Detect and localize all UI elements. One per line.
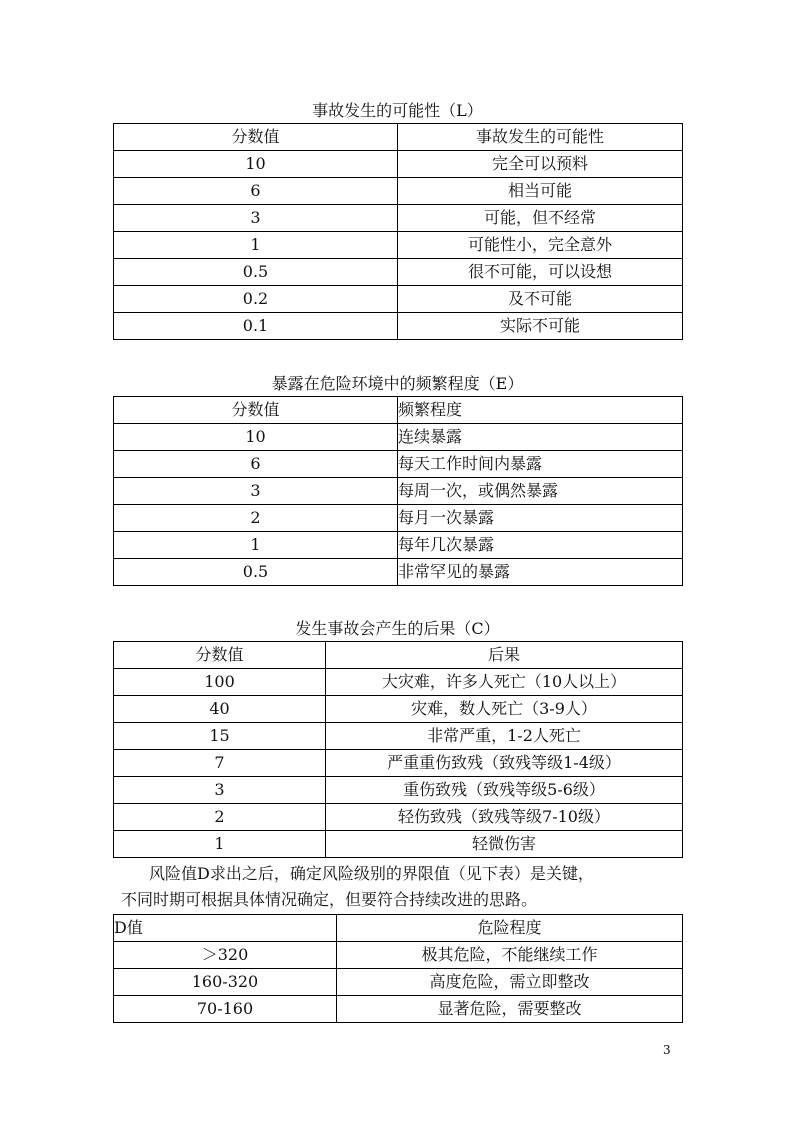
description-cell: 显著危险，需要整改 [337, 996, 683, 1023]
description-cell: 实际不可能 [398, 313, 683, 340]
table-row [114, 178, 683, 205]
table-row [114, 505, 683, 532]
table-row [114, 424, 683, 451]
score-cell: 40 [114, 696, 326, 723]
table-row [114, 205, 683, 232]
table-header-row [114, 915, 683, 942]
description-cell: 每周一次，或偶然暴露 [398, 478, 683, 505]
table-row [114, 532, 683, 559]
description-cell: 非常严重，1-2人死亡 [326, 723, 683, 750]
description-cell: 连续暴露 [398, 424, 683, 451]
score-cell: 6 [114, 178, 398, 205]
table-row [114, 286, 683, 313]
description-cell: 每月一次暴露 [398, 505, 683, 532]
description-cell: 非常罕见的暴露 [398, 559, 683, 586]
score-cell: 1 [114, 831, 326, 858]
header-cell: 频繁程度 [398, 397, 683, 424]
header-cell: 后果 [326, 642, 683, 669]
description-cell: 完全可以预料 [398, 151, 683, 178]
table-c-caption: 发生事故会产生的后果（C） [295, 619, 500, 638]
table-header-row [114, 124, 683, 151]
description-cell: 轻微伤害 [326, 831, 683, 858]
table-row [114, 451, 683, 478]
table-l-caption: 事故发生的可能性（L） [312, 101, 483, 120]
header-cell: 危险程度 [337, 915, 683, 942]
description-cell: 相当可能 [398, 178, 683, 205]
score-cell: 10 [114, 424, 398, 451]
score-cell: 3 [114, 777, 326, 804]
score-cell: 0.5 [114, 559, 398, 586]
table-row [114, 723, 683, 750]
table-row [114, 996, 683, 1023]
header-cell: 分数值 [114, 124, 398, 151]
score-cell: 70-160 [114, 996, 337, 1023]
description-cell: 严重重伤致残（致残等级1-4级） [326, 750, 683, 777]
score-cell: 10 [114, 151, 398, 178]
score-cell: 1 [114, 532, 398, 559]
table-row [114, 559, 683, 586]
description-cell: 高度危险，需立即整改 [337, 969, 683, 996]
table-c [113, 641, 683, 858]
score-cell: 3 [114, 478, 398, 505]
table-row [114, 313, 683, 340]
table-row [114, 696, 683, 723]
page-number: 3 [663, 1043, 671, 1057]
score-cell: 2 [114, 804, 326, 831]
description-cell: 极其危险，不能继续工作 [337, 942, 683, 969]
description-cell: 及不可能 [398, 286, 683, 313]
header-cell: D值 [114, 915, 337, 942]
table-row [114, 151, 683, 178]
score-cell: 7 [114, 750, 326, 777]
table-l [113, 123, 683, 340]
description-cell: 每年几次暴露 [398, 532, 683, 559]
table-row [114, 750, 683, 777]
table-e [113, 396, 683, 586]
score-cell: 2 [114, 505, 398, 532]
paragraph-line-2: 不同时期可根据具体情况确定，但要符合持续改进的思路。 [121, 890, 538, 909]
table-header-row [114, 642, 683, 669]
paragraph-line-1: 风险值D求出之后，确定风险级别的界限值（见下表）是关键， [149, 864, 594, 883]
table-row [114, 777, 683, 804]
header-cell: 分数值 [114, 642, 326, 669]
score-cell: 1 [114, 232, 398, 259]
score-cell: 160-320 [114, 969, 337, 996]
score-cell: 6 [114, 451, 398, 478]
header-cell: 事故发生的可能性 [398, 124, 683, 151]
table-row [114, 259, 683, 286]
description-cell: 每天工作时间内暴露 [398, 451, 683, 478]
table-row [114, 969, 683, 996]
description-cell: 灾难，数人死亡（3-9人） [326, 696, 683, 723]
score-cell: 3 [114, 205, 398, 232]
description-cell: 可能性小，完全意外 [398, 232, 683, 259]
table-row [114, 831, 683, 858]
description-cell: 轻伤致残（致残等级7-10级） [326, 804, 683, 831]
score-cell: 15 [114, 723, 326, 750]
table-e-caption: 暴露在危险环境中的频繁程度（E） [271, 374, 524, 393]
table-row [114, 232, 683, 259]
table-row [114, 804, 683, 831]
score-cell: 100 [114, 669, 326, 696]
table-header-row [114, 397, 683, 424]
description-cell: 大灾难，许多人死亡（10人以上） [326, 669, 683, 696]
table-d [113, 914, 683, 1023]
table-row [114, 478, 683, 505]
table-row [114, 942, 683, 969]
score-cell: 0.5 [114, 259, 398, 286]
description-cell: 可能，但不经常 [398, 205, 683, 232]
header-cell: 分数值 [114, 397, 398, 424]
score-cell: 0.1 [114, 313, 398, 340]
table-row [114, 669, 683, 696]
description-cell: 很不可能，可以设想 [398, 259, 683, 286]
score-cell: ＞320 [114, 942, 337, 969]
score-cell: 0.2 [114, 286, 398, 313]
description-cell: 重伤致残（致残等级5-6级） [326, 777, 683, 804]
